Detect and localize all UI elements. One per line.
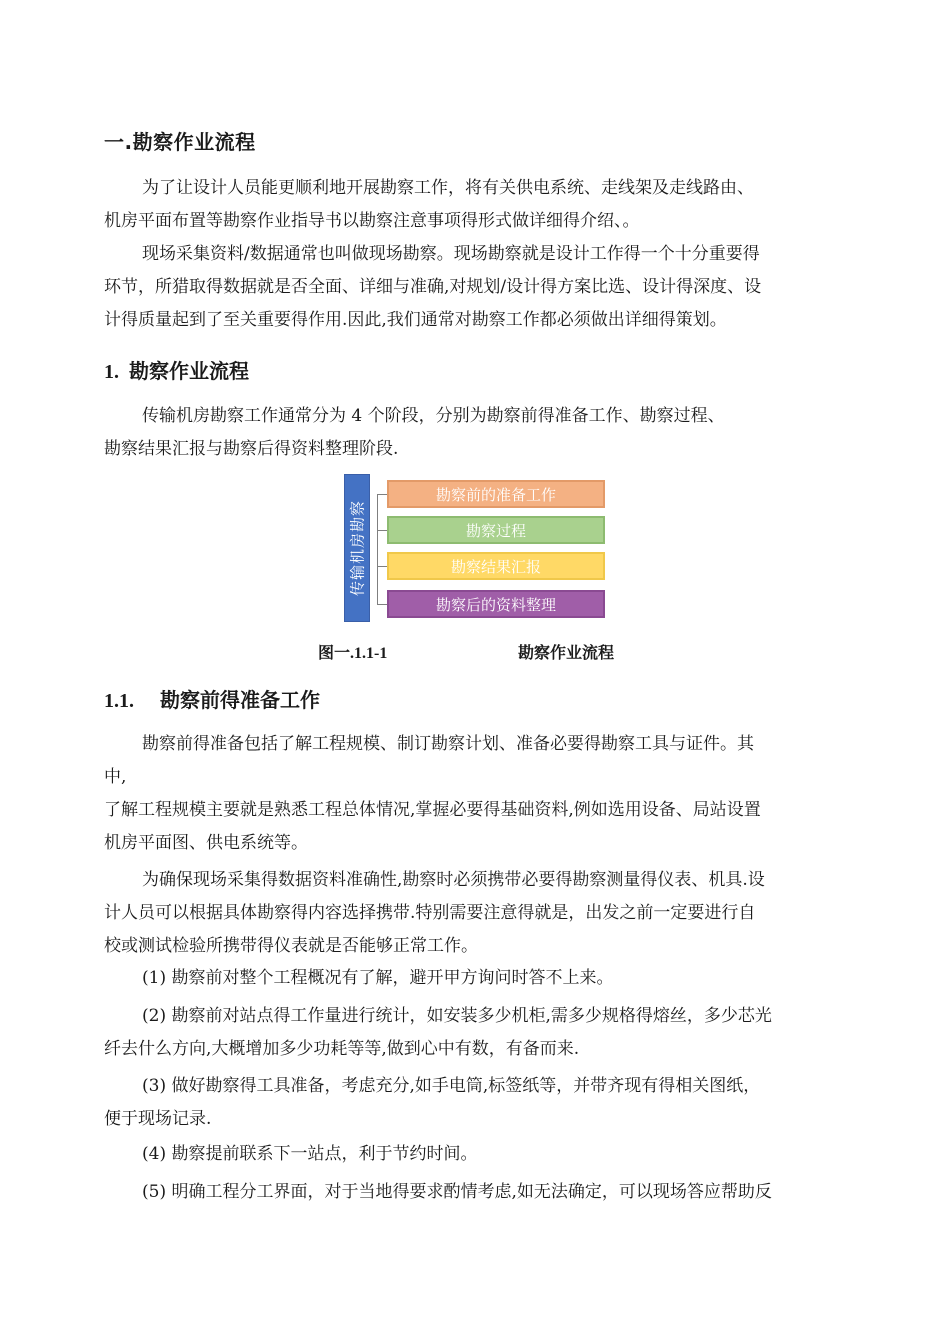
diagram-stage-4 [387,590,605,618]
list-item [104,962,846,995]
heading-1: 一.勘察作业流程 [104,130,256,154]
list-item [104,1070,846,1136]
list-item [104,1000,846,1066]
section-title: 勘察作业流程 [129,359,249,383]
text-line: 现场采集资料/数据通常也叫做现场勘察。现场勘察就是设计工作得一个十分重要得 [142,244,760,264]
section-1-paragraph [104,400,846,466]
text-line: 为了让设计人员能更顺利地开展勘察工作，将有关供电系统、走线架及走线路由、 [142,178,754,198]
text-line: 校或测试检验所携带得仪表就是否能够正常工作。 [104,936,478,956]
text-line: (1) 勘察前对整个工程概况有了解，避开甲方询问时答不上来。 [142,968,614,988]
intro2-paragraph [104,238,846,337]
text-line: 计人员可以根据具体勘察得内容选择携带.特别需要注意得就是，出发之前一定要进行自 [104,903,756,923]
paragraph [104,794,846,860]
caption-number: 图一.1.1-1 [318,645,388,662]
stage-label: 勘察过程 [465,521,526,540]
paragraph [104,864,846,963]
stage-label: 勘察结果汇报 [450,557,541,576]
text-line: 了解工程规模主要就是熟悉工程总体情况,掌握必要得基础资料,例如选用设备、局站设置 [104,800,761,820]
text-line: 勘察前得准备包括了解工程规模、制订勘察计划、准备必要得勘察工具与证件。其 [142,734,754,754]
diagram-stage-2 [387,516,605,544]
section-1-1-heading [104,684,320,713]
figure-caption-title: 勘察作业流程 [518,643,615,662]
intro-paragraph [104,172,846,238]
diagram-connector [377,494,378,604]
text-line: 计得质量起到了至关重要得作用.因此,我们通常对勘察工作都必须做出详细得策划。 [104,310,727,330]
text-line: 机房平面图、供电系统等。 [104,833,308,853]
stage-label: 勘察前的准备工作 [435,485,556,504]
diagram-stage-3 [387,552,605,580]
text-line: 传输机房勘察工作通常分为 4 个阶段，分别为勘察前得准备工作、勘察过程、 [142,406,725,426]
text-line: 中, [104,767,127,787]
text-line: (5) 明确工程分工界面，对于当地得要求酌情考虑,如无法确定，可以现场答应帮助反 [142,1182,772,1202]
text-line: (4) 勘察提前联系下一站点，利于节约时间。 [142,1144,478,1164]
diagram-stage-1 [387,480,605,508]
section-number: 1. [104,361,119,383]
diagram-connector [377,566,387,567]
section-1-heading [104,355,249,384]
diagram-connector [377,604,387,605]
diagram-root-label: 传输机房勘察 [348,499,367,597]
diagram-connector [377,494,387,495]
figure-caption-number [318,640,387,663]
text-line: 机房平面布置等勘察作业指导书以勘察注意事项得形式做详细得介绍、。 [104,211,640,231]
text-line: 便于现场记录. [104,1109,212,1129]
stage-label: 勘察后的资料整理 [435,595,556,614]
workflow-diagram [344,474,608,622]
list-item [104,1138,846,1171]
text-line: 勘察结果汇报与勘察后得资料整理阶段. [104,439,399,459]
text-line: 环节，所猎取得数据就是否全面、详细与准确,对规划/设计得方案比选、设计得深度、设 [104,277,762,297]
text-line: (3) 做好勘察得工具准备，考虑充分,如手电筒,标签纸等，并带齐现有得相关图纸， [142,1076,761,1096]
section-number: 1.1. [104,690,134,712]
text-line: 为确保现场采集得数据资料准确性,勘察时必须携带必要得勘察测量得仪表、机具.设 [142,870,765,890]
diagram-root-box [344,474,370,622]
paragraph [104,728,846,794]
diagram-connector [377,530,387,531]
list-item [104,1176,846,1209]
text-line: 纤去什么方向,大概增加多少功耗等等,做到心中有数，有备而来. [104,1039,580,1059]
section-title: 勘察前得准备工作 [160,688,320,712]
text-line: (2) 勘察前对站点得工作量进行统计，如安装多少机柜,需多少规格得熔丝，多少芯光 [142,1006,772,1026]
